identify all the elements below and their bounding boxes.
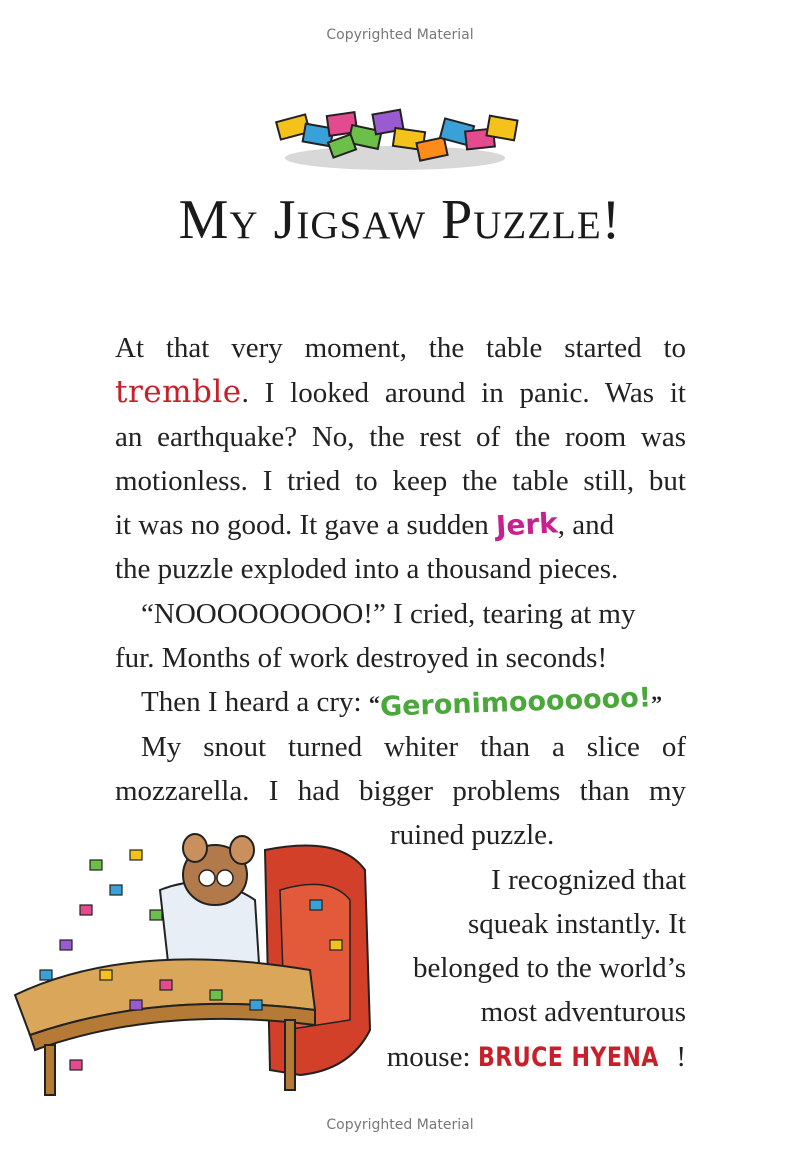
text-line: motionless. I tried to keep the table still, but — [115, 464, 686, 497]
mouse-at-table-illustration — [10, 830, 380, 1110]
text-span: . I looked around in panic. Was it — [241, 377, 686, 410]
text-line: belonged to the world’s — [412, 952, 686, 985]
text-span: mouse: — [386, 1040, 478, 1073]
text-line: At that very moment, the table started to — [115, 332, 686, 364]
tremble-word: tremble — [115, 374, 242, 411]
text-line: “NOOOOOOOOO!” I cried, tearing at my — [141, 597, 636, 630]
geronimo-word: Geronimooooooo! — [379, 682, 652, 724]
bruce-hyena-name: BRUCE HYENA — [477, 1041, 659, 1073]
text-line: an earthquake? No, the rest of the room was — [115, 420, 686, 453]
text-line: ruined puzzle. — [390, 819, 555, 852]
page-title: My Jigsaw Puzzle! — [178, 189, 622, 251]
copyright-footer: Copyrighted Material — [326, 1117, 474, 1133]
text-line: the puzzle exploded into a thousand pieces. — [115, 553, 619, 586]
text-line: fur. Months of work destroyed in seconds! — [115, 642, 608, 675]
quote-open: “ — [368, 691, 380, 717]
text-line — [115, 370, 686, 414]
text-line: mozzarella. I had bigger problems than my — [115, 774, 686, 807]
text-span: it was no good. It gave a sudden — [115, 509, 496, 542]
jerk-word: Jerk — [495, 506, 559, 543]
text-line: I recognized that — [491, 863, 686, 896]
text-line — [115, 503, 686, 547]
text-line: My snout turned whiter than a slice of — [141, 730, 686, 763]
text-line: squeak instantly. It — [468, 907, 686, 940]
copyright-header: Copyrighted Material — [326, 27, 474, 43]
text-span: , and — [557, 509, 615, 542]
text-line — [115, 680, 686, 724]
text-span: ! — [676, 1040, 686, 1073]
text-line: most adventurous — [480, 996, 686, 1029]
quote-close: ” — [650, 691, 662, 717]
text-span: Then I heard a cry: — [141, 686, 369, 719]
puzzle-pieces-illustration — [270, 100, 530, 175]
